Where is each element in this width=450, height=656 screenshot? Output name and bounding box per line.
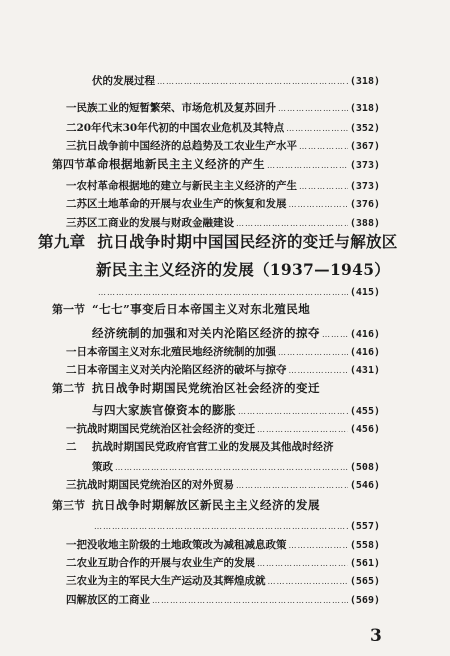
toc-entry-title: 民族工业的短暂繁荣、市场危机及复苏回升 bbox=[76, 102, 276, 114]
toc-entry-number: 四 bbox=[66, 594, 77, 606]
toc-entry-number: 二 bbox=[66, 198, 77, 210]
toc-entry-number: 三 bbox=[66, 140, 77, 152]
toc-entry-page: (373) bbox=[349, 160, 380, 171]
toc-entry bbox=[66, 179, 380, 194]
toc-entry-title: 解放区的工商业 bbox=[76, 594, 150, 606]
dot-leader bbox=[299, 140, 348, 154]
toc-entry-number: 一 bbox=[66, 539, 77, 551]
toc-entry bbox=[66, 478, 380, 493]
toc-entry bbox=[66, 422, 380, 437]
toc-entry-page: (558) bbox=[349, 540, 380, 551]
dot-leader bbox=[157, 75, 348, 89]
toc-entry-title: 把没收地主阶级的土地政策改为减租减息政策 bbox=[76, 539, 287, 551]
dot-leader bbox=[267, 159, 348, 173]
toc-entry-title: 日本帝国主义对东北殖民地经济统制的加强 bbox=[76, 346, 276, 358]
toc-entry bbox=[66, 101, 380, 116]
toc-entry-page: (431) bbox=[349, 365, 380, 376]
toc-section-continuation bbox=[92, 403, 380, 419]
toc-entry-page: (415) bbox=[349, 287, 380, 298]
toc-entry bbox=[66, 574, 380, 589]
chapter-heading bbox=[38, 232, 398, 252]
toc-entry bbox=[66, 538, 380, 553]
toc-entry bbox=[66, 345, 380, 360]
toc-entry-page: (416) bbox=[349, 347, 380, 358]
toc-entry-number: 三 bbox=[66, 575, 77, 587]
toc-entry-title: 20年代末30年代初的中国农业危机及其特点 bbox=[76, 122, 285, 134]
toc-section-title: 经济统制的加强和对关内沦陷区经济的掠夺 bbox=[92, 326, 320, 340]
toc-entry-number: 一 bbox=[66, 346, 77, 358]
toc-entry-number: 一 bbox=[66, 180, 77, 192]
toc-entry-number: 二 bbox=[66, 557, 77, 569]
toc-entry-title: 农业为主的军民大生产运动及其辉煌成就 bbox=[76, 575, 266, 587]
toc-entry-title: 苏区工商业的发展与财政金融建设 bbox=[76, 217, 234, 229]
toc-section-title: 抗日战争时期国民党统治区社会经济的变迁 bbox=[92, 381, 320, 395]
toc-section bbox=[52, 157, 380, 173]
toc-entry-continuation bbox=[92, 520, 380, 534]
toc-entry-title: 抗战时期国民党政府官营工业的发展及其他战时经济 bbox=[92, 441, 334, 453]
toc-section-number: 第二节 bbox=[52, 382, 85, 395]
dot-leader bbox=[152, 594, 348, 608]
toc-entry-title: 日本帝国主义对关内沦陷区经济的破坏与掠夺 bbox=[76, 364, 287, 376]
toc-entry-title: 抗日战争前中国经济的总趋势及工农业生产水平 bbox=[76, 140, 297, 152]
dot-leader bbox=[94, 520, 348, 534]
toc-entry-page: (388) bbox=[349, 218, 380, 229]
toc-entry-page: (557) bbox=[349, 521, 380, 532]
toc-entry-title: 伏的发展过程 bbox=[92, 75, 155, 87]
toc-entry bbox=[66, 556, 380, 571]
toc-entry-page: (367) bbox=[349, 141, 380, 152]
dot-leader bbox=[257, 557, 348, 571]
toc-entry-continuation bbox=[92, 460, 380, 475]
toc-entry-title: 策政 bbox=[92, 461, 113, 473]
dot-leader bbox=[286, 122, 348, 136]
dot-leader bbox=[236, 217, 348, 231]
toc-entry bbox=[66, 197, 380, 212]
dot-leader bbox=[278, 102, 348, 116]
toc-section bbox=[52, 498, 380, 513]
chapter-label: 第九章 bbox=[38, 232, 86, 251]
toc-entry-title: 抗战时期国民党统治区的对外贸易 bbox=[76, 479, 234, 491]
toc-entry bbox=[66, 121, 380, 136]
toc-section-number: 第四节 bbox=[52, 158, 85, 171]
toc-entry bbox=[66, 440, 380, 454]
toc-section bbox=[52, 302, 380, 317]
page-number: 3 bbox=[370, 626, 382, 646]
toc-entry-page: (546) bbox=[349, 480, 380, 491]
toc-section-title: 与四大家族官僚资本的膨胀 bbox=[92, 403, 236, 417]
toc-entry-number: 三 bbox=[66, 217, 77, 229]
dot-leader bbox=[98, 286, 348, 300]
chapter-heading-line2 bbox=[96, 260, 390, 280]
toc-entry-number: 三 bbox=[66, 479, 77, 491]
toc-section-continuation bbox=[92, 326, 380, 342]
dot-leader bbox=[289, 539, 348, 553]
toc-entry-page: (456) bbox=[349, 424, 380, 435]
toc-entry bbox=[66, 216, 380, 231]
toc-entry-number: 二 bbox=[66, 441, 77, 453]
toc-entry-title: 苏区土地革命的开展与农业生产的恢复和发展 bbox=[76, 198, 287, 210]
dot-leader bbox=[268, 575, 348, 589]
toc-entry-number: 一 bbox=[66, 423, 77, 435]
toc-entry bbox=[66, 139, 380, 154]
toc-section-title: 革命根据地新民主主义经济的产生 bbox=[85, 157, 265, 171]
dot-leader bbox=[115, 461, 348, 475]
toc-entry-page: (565) bbox=[349, 576, 380, 587]
toc-entry-title: 抗战时期国民党统治区社会经济的变迁 bbox=[76, 423, 255, 435]
toc-entry bbox=[66, 363, 380, 378]
toc-section bbox=[52, 381, 380, 396]
dot-leader bbox=[299, 180, 348, 194]
toc-entry-page: (376) bbox=[349, 199, 380, 210]
toc-entry bbox=[66, 593, 380, 608]
dot-leader bbox=[278, 346, 348, 360]
dot-leader bbox=[238, 405, 348, 419]
toc-entry-page: (416) bbox=[349, 329, 380, 340]
dot-leader bbox=[289, 198, 348, 212]
toc-entry-page: (508) bbox=[349, 462, 380, 473]
toc-entry-number: 二 bbox=[66, 122, 77, 134]
toc-entry-page: (318) bbox=[349, 76, 380, 87]
dot-leader bbox=[257, 423, 348, 437]
toc-entry-page: (373) bbox=[349, 181, 380, 192]
dot-leader bbox=[289, 364, 348, 378]
chapter-title-line2: 新民主主义经济的发展（1937—1945） bbox=[96, 260, 391, 279]
toc-entry-page: (352) bbox=[349, 123, 380, 134]
toc-entry-title: 农村革命根据地的建立与新民主主义经济的产生 bbox=[76, 180, 297, 192]
toc-entry-title: 农业互助合作的开展与农业生产的发展 bbox=[76, 557, 255, 569]
toc-entry-page: (561) bbox=[349, 558, 380, 569]
toc-section-title: “七七”事变后日本帝国主义对东北殖民地 bbox=[92, 302, 311, 316]
toc-section-number: 第一节 bbox=[52, 303, 85, 316]
toc-section-number: 第三节 bbox=[52, 499, 85, 512]
toc-entry bbox=[96, 286, 380, 300]
toc-entry-number: 二 bbox=[66, 364, 77, 376]
toc-entry-page: (455) bbox=[349, 406, 380, 417]
chapter-title-line1: 抗日战争时期中国国民经济的变迁与解放区 bbox=[97, 232, 398, 251]
toc-entry bbox=[92, 74, 380, 89]
toc-section-title: 抗日战争时期解放区新民主主义经济的发展 bbox=[92, 498, 320, 512]
toc-entry-page: (318) bbox=[349, 103, 380, 114]
toc-entry-number: 一 bbox=[66, 102, 77, 114]
dot-leader bbox=[236, 479, 348, 493]
dot-leader bbox=[322, 328, 348, 342]
toc-entry-page: (569) bbox=[349, 595, 380, 606]
